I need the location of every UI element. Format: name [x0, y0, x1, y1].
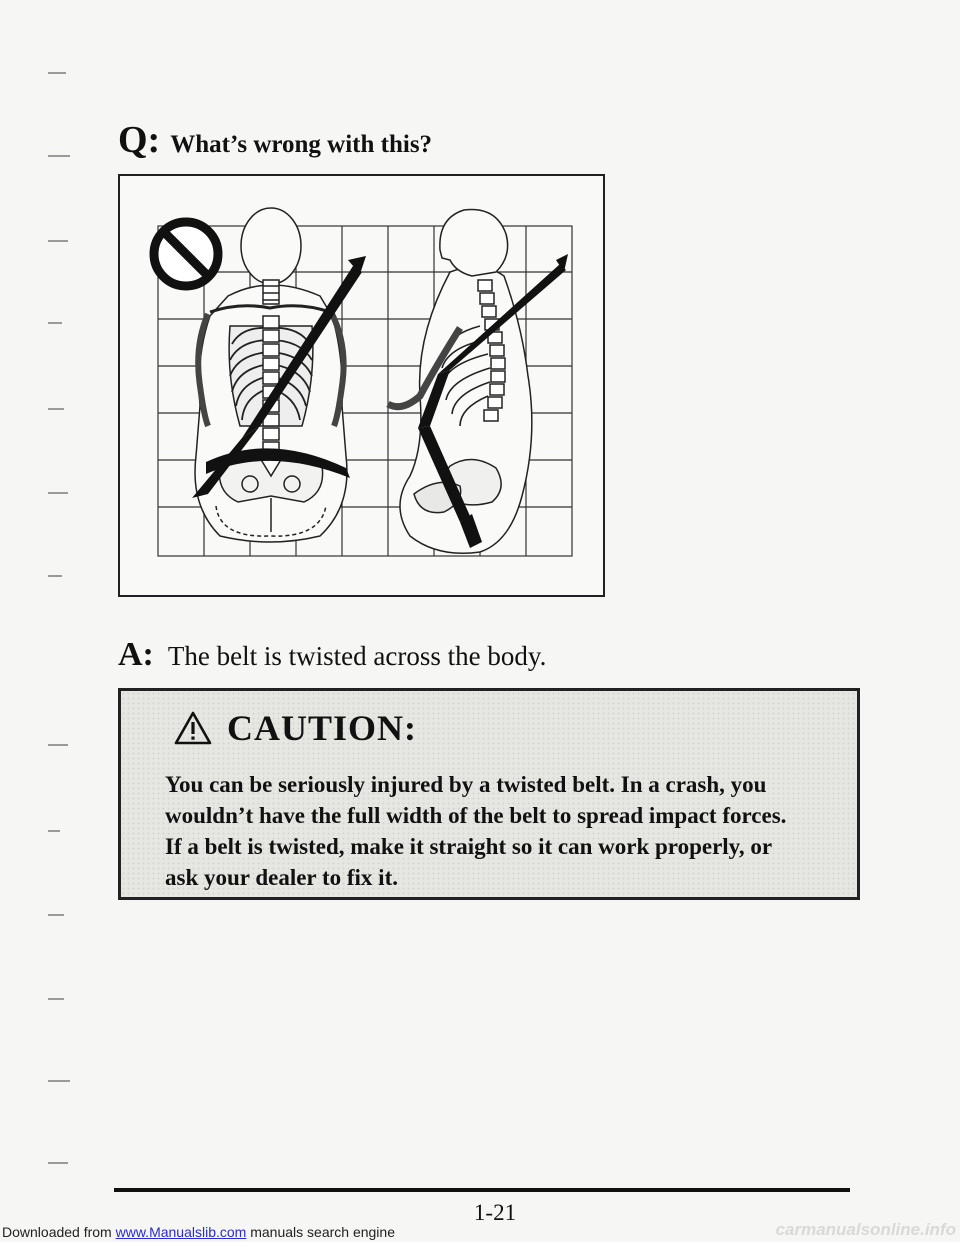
- margin-mark: [48, 155, 70, 157]
- caution-text: [165, 769, 825, 893]
- margin-mark: [48, 240, 68, 242]
- caution-line: ask your dealer to fix it.: [165, 865, 398, 890]
- answer: [118, 636, 546, 674]
- question: [118, 118, 432, 162]
- caution-heading: [173, 707, 417, 749]
- caution-line: You can be seriously injured by a twisted belt. In a crash, you: [165, 772, 767, 797]
- margin-mark: [48, 830, 60, 832]
- margin-mark: [48, 1080, 70, 1082]
- answer-marker: A:: [118, 636, 154, 673]
- question-marker: Q:: [118, 119, 161, 161]
- no-sign-icon: [154, 222, 218, 286]
- margin-mark: [48, 744, 68, 746]
- margin-mark: [48, 72, 66, 74]
- margin-mark: [48, 998, 64, 1000]
- manualslib-link[interactable]: www.Manualslib.com: [115, 1224, 247, 1240]
- margin-mark: [48, 575, 62, 577]
- caution-box: [118, 688, 860, 900]
- download-notice: [2, 1224, 395, 1240]
- margin-mark: [48, 408, 64, 410]
- download-prefix: Downloaded from: [2, 1224, 112, 1240]
- page-number: 1-21: [473, 1200, 517, 1225]
- caution-line: wouldn’t have the full width of the belt to spread impact forces.: [165, 803, 787, 828]
- footer-rule: [114, 1188, 850, 1192]
- margin-mark: [48, 1162, 68, 1164]
- caution-line: If a belt is twisted, make it straight so it can work properly, or: [165, 834, 773, 859]
- warning-triangle-icon: [173, 710, 213, 746]
- margin-mark: [48, 914, 64, 916]
- download-suffix: manuals search engine: [250, 1224, 395, 1240]
- margin-mark: [48, 492, 68, 494]
- caution-title: CAUTION:: [227, 708, 418, 748]
- skeleton-illustration: [120, 176, 603, 595]
- watermark: carmanualsonline.info: [775, 1220, 956, 1239]
- question-text: What’s wrong with this?: [170, 131, 433, 158]
- answer-text: The belt is twisted across the body.: [167, 641, 547, 671]
- margin-mark: [48, 322, 62, 324]
- twisted-belt-figure: [118, 174, 605, 597]
